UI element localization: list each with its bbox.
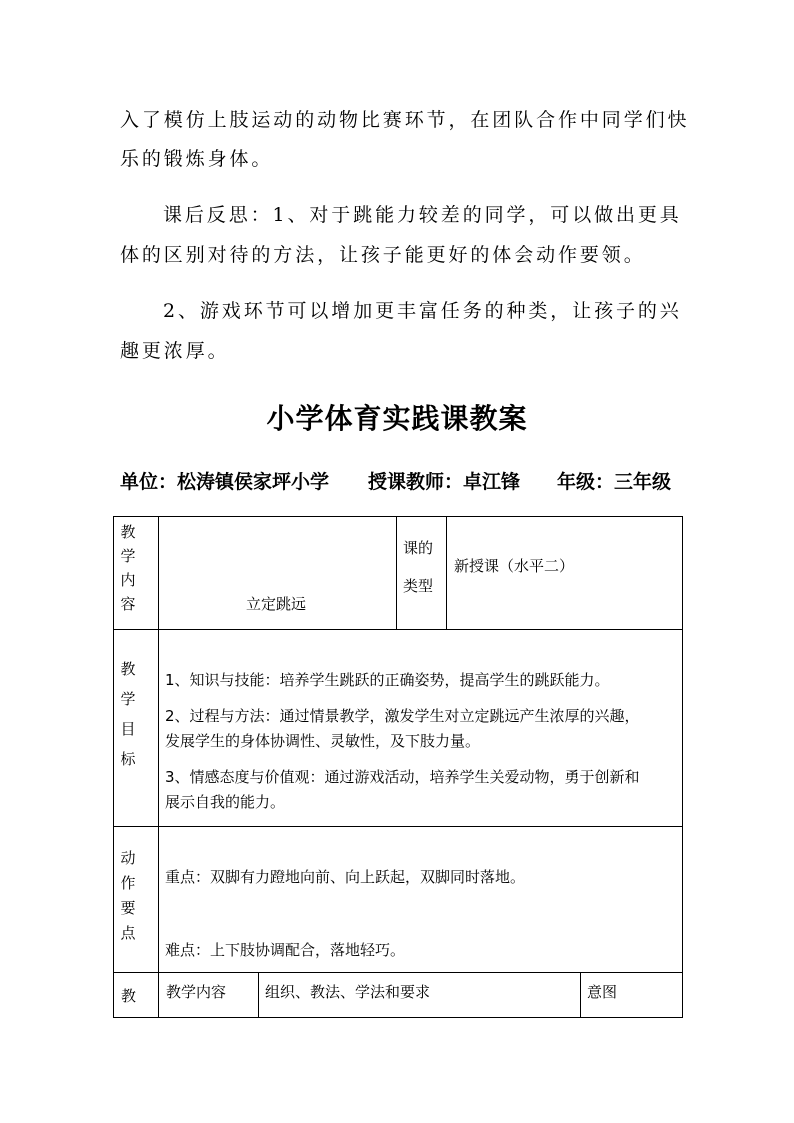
reflection-line: 课后反思：1、对于跳能力较差的同学，可以做出更具 — [163, 204, 682, 226]
page-title: 小学体育实践课教案 — [266, 402, 528, 435]
paragraph-line: 乐的锻炼身体。 — [120, 148, 274, 170]
teaching-goals-label: 教 学 目 标 — [120, 660, 136, 768]
reflection-line: 趣更浓厚。 — [120, 340, 230, 362]
goal-process: 2、过程与方法：通过情景教学，激发学生对立定跳远产生浓厚的兴趣， — [165, 707, 640, 725]
teacher-label: 授课教师：卓江锋 — [368, 471, 521, 493]
teaching-process-label: 教 — [121, 987, 137, 1005]
column-header-content: 教学内容 — [166, 983, 227, 1001]
lesson-type-label: 类型 — [403, 577, 434, 595]
goal-knowledge: 1、知识与技能：培养学生跳跃的正确姿势，提高学生的跳跃能力。 — [165, 671, 610, 689]
goal-attitude: 展示自我的能力。 — [165, 793, 286, 811]
difficulty-point: 难点：上下肢协调配合，落地轻巧。 — [165, 941, 406, 959]
reflection-line: 2、游戏环节可以增加更丰富任务的种类，让孩子的兴 — [163, 300, 682, 322]
grade-label: 年级：三年级 — [557, 471, 672, 493]
goal-process: 发展学生的身体协调性、灵敏性，及下肢力量。 — [165, 732, 481, 750]
reflection-line: 体的区别对待的方法，让孩子能更好的体会动作要领。 — [120, 244, 646, 266]
teaching-content-label: 教 学 内 容 — [120, 523, 136, 613]
goal-attitude: 3、情感态度与价值观：通过游戏活动，培养学生关爱动物，勇于创新和 — [165, 768, 640, 786]
lesson-type-value: 新授课（水平二） — [454, 557, 575, 575]
paragraph-line: 入了模仿上肢运动的动物比赛环节，在团队合作中同学们快 — [120, 109, 690, 131]
unit-label: 单位：松涛镇侯家坪小学 — [120, 471, 330, 493]
lesson-topic: 立定跳远 — [246, 595, 307, 613]
column-header-intent: 意图 — [587, 983, 618, 1001]
key-point: 重点：双脚有力蹬地向前、向上跃起，双脚同时落地。 — [165, 868, 526, 886]
action-points-label: 动 作 要 点 — [120, 849, 136, 942]
column-header-method: 组织、教法、学法和要求 — [265, 983, 431, 1001]
lesson-type-label: 课的 — [403, 539, 434, 557]
